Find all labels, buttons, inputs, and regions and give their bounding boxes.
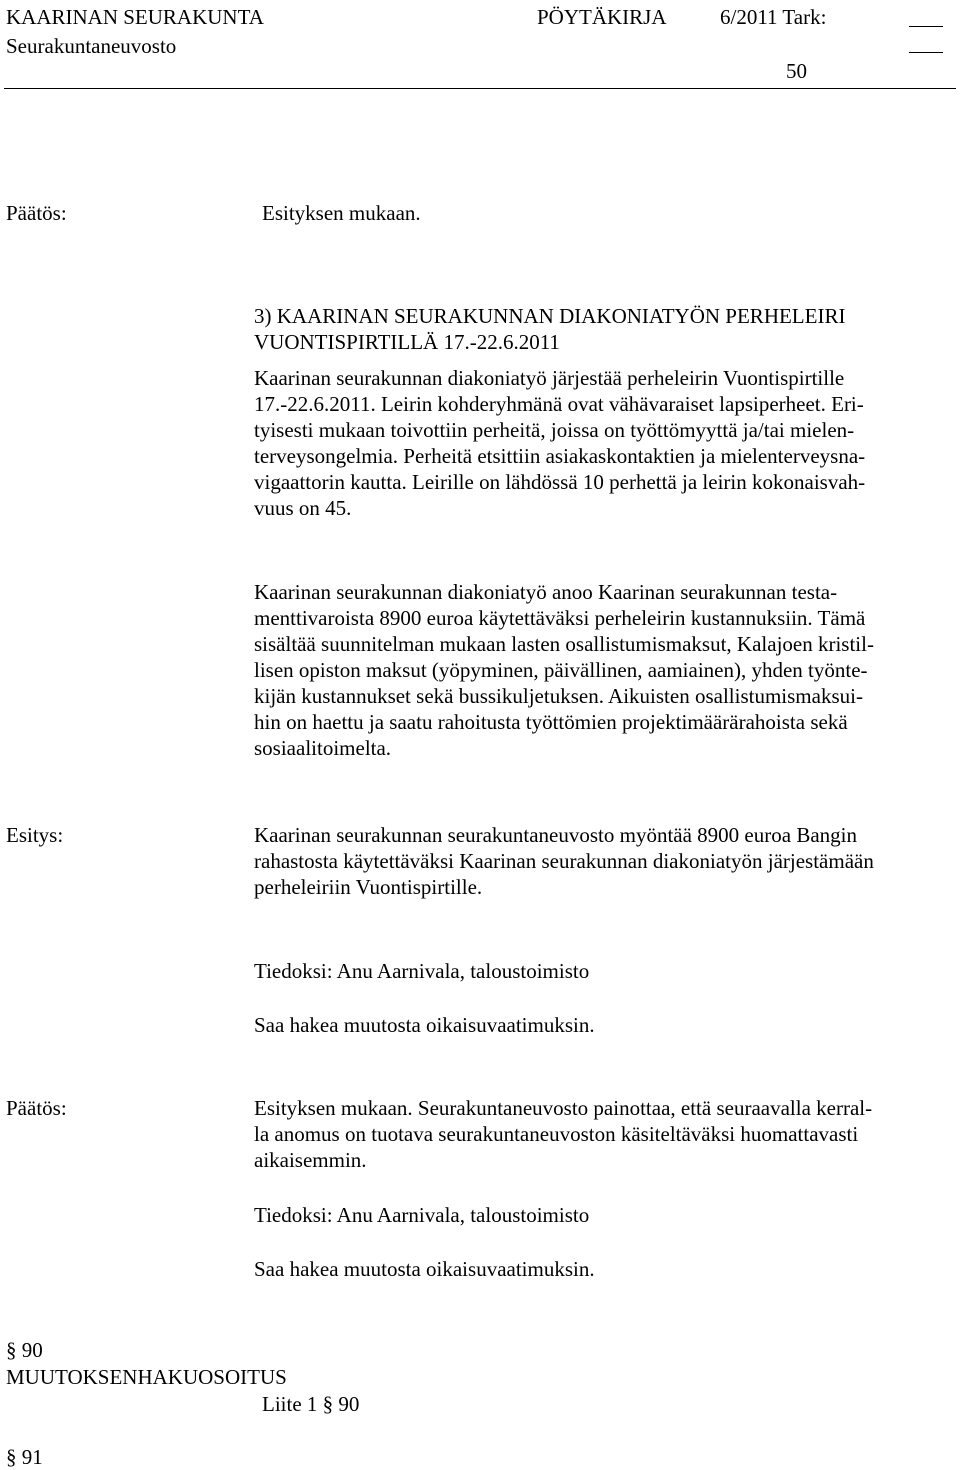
decision-notice: Tiedoksi: Anu Aarnivala, taloustoimisto: [254, 1203, 590, 1227]
decision-line: Esityksen mukaan. Seurakuntaneuvosto painottaa, että seuraavalla kerral-: [254, 1096, 873, 1120]
paragraph-line: terveysongelmia. Perheitä etsittiin asiakaskontaktien ja mielenterveysna-: [254, 444, 866, 468]
paragraph-line: kijän kustannukset sekä bussikuljetuksen. Aikuisten osallistumismaksui-: [254, 684, 863, 708]
paragraph-line: lisen opiston maksut (yöpyminen, päivällinen, aamiainen), yhden työnte-: [254, 658, 868, 682]
proposal-text: [254, 822, 874, 900]
proposal-notice: Tiedoksi: Anu Aarnivala, taloustoimisto: [254, 959, 590, 983]
item-title-line: 3) KAARINAN SEURAKUNNAN DIAKONIATYÖN PERHELEIRI: [254, 304, 846, 328]
decision-line: la anomus on tuotava seurakuntaneuvoston käsiteltäväksi huomattavasti: [254, 1122, 859, 1146]
decision-line: aikaisemmin.: [254, 1148, 367, 1172]
paragraph-background: [254, 365, 865, 521]
item-title-line: VUONTISPIRTILLÄ 17.-22.6.2011: [254, 330, 560, 354]
proposal-line: rahastosta käytettäväksi Kaarinan seurakunnan diakoniatyön järjestämään: [254, 849, 874, 873]
decision-text-2: [254, 1095, 872, 1173]
page-number: 50: [786, 59, 807, 83]
header-divider: [4, 88, 956, 89]
paragraph-line: Kaarinan seurakunnan diakoniatyö anoo Kaarinan seurakunnan testa-: [254, 580, 838, 604]
section-90-attachment: Liite 1 § 90: [262, 1392, 360, 1416]
decision-appeal: Saa hakea muutosta oikaisuvaatimuksin.: [254, 1257, 595, 1281]
item-title: [254, 303, 845, 355]
paragraph-line: menttivaroista 8900 euroa käytettäväksi perheleirin kustannuksiin. Tämä: [254, 606, 866, 630]
section-91-number: § 91: [6, 1445, 43, 1469]
paragraph-funding: [254, 579, 874, 761]
header-number: 6/2011 Tark:: [720, 5, 827, 29]
section-90-number: § 90: [6, 1338, 43, 1362]
decision-text: Esityksen mukaan.: [262, 201, 421, 225]
paragraph-line: sosiaalitoimelta.: [254, 736, 392, 760]
checker-blank-line-2: [909, 52, 943, 53]
paragraph-line: tyisesti mukaan toivottiin perheitä, joissa on työttömyyttä ja/tai mielen-: [254, 418, 855, 442]
paragraph-line: vigaattorin kautta. Leirille on lähdössä 10 perhettä ja leirin kokonaisvah-: [254, 470, 866, 494]
proposal-appeal: Saa hakea muutosta oikaisuvaatimuksin.: [254, 1013, 595, 1037]
paragraph-line: sisältää suunnitelman mukaan lasten osallistumismaksut, Kalajoen kristil-: [254, 632, 874, 656]
checker-blank-line: [909, 26, 943, 27]
paragraph-line: 17.-22.6.2011. Leirin kohderyhmänä ovat vähävaraiset lapsiperheet. Eri-: [254, 392, 864, 416]
decision-label: Päätös:: [6, 201, 67, 225]
decision-label-2: Päätös:: [6, 1096, 67, 1120]
paragraph-line: hin on haettu ja saatu rahoitusta työttömien projektimäärärahoista sekä: [254, 710, 848, 734]
header-org: KAARINAN SEURAKUNTA: [6, 5, 264, 29]
header-doc-type: PÖYTÄKIRJA: [537, 5, 667, 29]
paragraph-line: Kaarinan seurakunnan diakoniatyö järjestää perheleirin Vuontispirtille: [254, 366, 845, 390]
section-90-title: MUUTOKSENHAKUOSOITUS: [6, 1365, 287, 1389]
proposal-line: Kaarinan seurakunnan seurakuntaneuvosto myöntää 8900 euroa Bangin: [254, 823, 857, 847]
proposal-line: perheleiriin Vuontispirtille.: [254, 875, 483, 899]
paragraph-line: vuus on 45.: [254, 496, 352, 520]
header-body: Seurakuntaneuvosto: [6, 34, 177, 58]
proposal-label: Esitys:: [6, 823, 64, 847]
